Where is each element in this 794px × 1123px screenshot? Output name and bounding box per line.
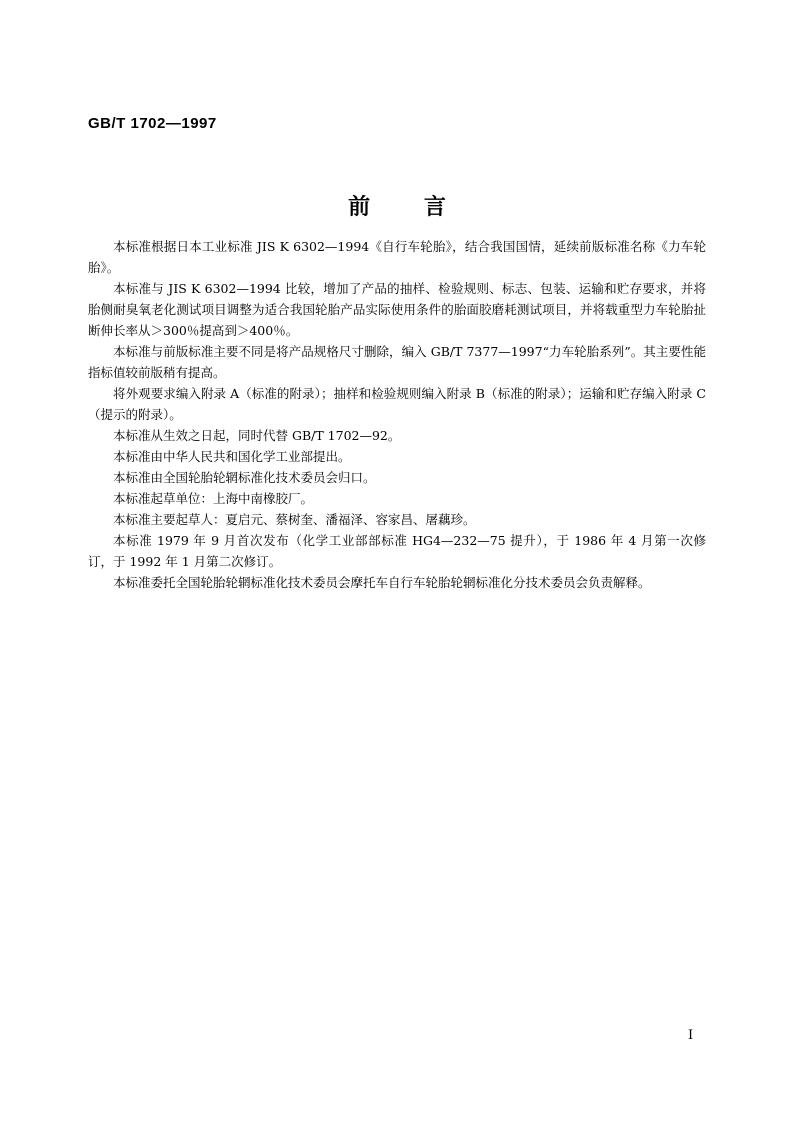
- foreword-body: [88, 236, 706, 593]
- paragraph: 本标准与前版标准主要不同是将产品规格尺寸删除，编入 GB/T 7377—1997“力车轮胎系列”。其主要性能指标值较前版稍有提高。: [88, 344, 706, 380]
- paragraph: 本标准由全国轮胎轮辋标准化技术委员会归口。: [113, 470, 376, 485]
- paragraph: 本标准与 JIS K 6302—1994 比较，增加了产品的抽样、检验规则、标志、包装、运输和贮存要求，并将胎侧耐臭氧老化测试项目调整为适合我国轮胎产品实际使用条件的胎面胶磨耗测试项目，并将载重型力车轮胎扯断伸长率从＞300％提高到＞400％。: [88, 281, 706, 338]
- page-title: 前 言: [348, 195, 446, 220]
- paragraph: 本标准起草单位：上海中南橡胶厂。: [113, 491, 314, 506]
- paragraph: 本标准从生效之日起，同时代替 GB/T 1702—92。: [113, 428, 401, 443]
- paragraph: 本标准 1979 年 9 月首次发布（化学工业部部标准 HG4—232—75 提升），于 1986 年 4 月第一次修订，于 1992 年 1 月第二次修订。: [88, 533, 706, 569]
- paragraph: 本标准委托全国轮胎轮辋标准化技术委员会摩托车自行车轮胎轮辋标准化分技术委员会负责解释。: [113, 575, 651, 590]
- standard-code-header: GB/T 1702—1997: [88, 115, 217, 132]
- paragraph: 本标准由中华人民共和国化学工业部提出。: [113, 449, 351, 464]
- page-number: I: [688, 1028, 694, 1043]
- paragraph: 本标准根据日本工业标准 JIS K 6302—1994《自行车轮胎》，结合我国国情，延续前版标准名称《力车轮胎》。: [88, 239, 706, 275]
- paragraph: 本标准主要起草人：夏启元、蔡树奎、潘福泽、容家昌、屠藕珍。: [113, 512, 476, 527]
- paragraph: 将外观要求编入附录 A（标准的附录）；抽样和检验规则编入附录 B（标准的附录）；运输和贮存编入附录 C（提示的附录）。: [88, 386, 706, 422]
